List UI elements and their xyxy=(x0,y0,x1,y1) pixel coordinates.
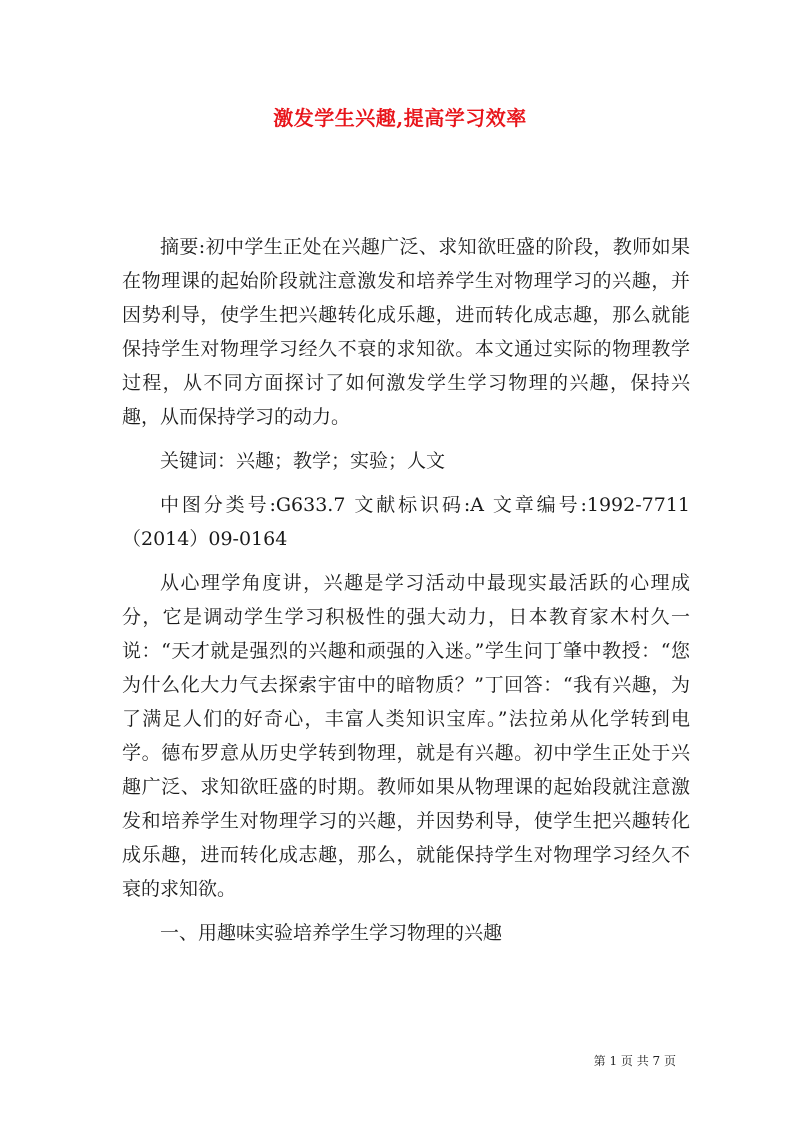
document-title: 激发学生兴趣,提高学习效率 xyxy=(273,106,527,130)
body-paragraph: 从心理学角度讲，兴趣是学习活动中最现实最活跃的心理成分，它是调动学生学习积极性的强大动力，日本教育家木村久一说：“天才就是强烈的兴趣和顽强的入迷。”学生问丁肇中教授：“您为什么化大力气去探索宇宙中的暗物质？”丁回答：“我有兴趣，为了满足人们的好奇心，丰富人类知识宝库。”法拉弟从化学转到电学。德布罗意从历史学转到物理，就是有兴趣。初中学生正处于兴趣广泛、求知欲旺盛的时期。教师如果从物理课的起始段就注意激发和培养学生对物理学习的兴趣，并因势利导，使学生把兴趣转化成乐趣，进而转化成志趣，那么，就能保持学生对物理学习经久不衰的求知欲。 xyxy=(122,572,690,900)
page-indicator: 第 1 页 共 7 页 xyxy=(593,1054,676,1068)
section-heading: 一、用趣味实验培养学生学习物理的兴趣 xyxy=(160,922,503,944)
document-body xyxy=(122,230,690,950)
abstract-paragraph: 摘要:初中学生正处在兴趣广泛、求知欲旺盛的阶段，教师如果在物理课的起始阶段就注意激发和培养学生对物理学习的兴趣，并因势利导，使学生把兴趣转化成乐趣，进而转化成志趣，那么就能保持学生对物理学习经久不衰的求知欲。本文通过实际的物理教学过程，从不同方面探讨了如何激发学生学习物理的兴趣，保持兴趣，从而保持学习的动力。 xyxy=(122,236,690,428)
keywords-line: 关键词：兴趣；教学；实验；人文 xyxy=(160,450,446,472)
classification-line: 中图分类号:G633.7 文献标识码:A 文章编号:1992-7711（2014）09-0164 xyxy=(122,494,690,550)
